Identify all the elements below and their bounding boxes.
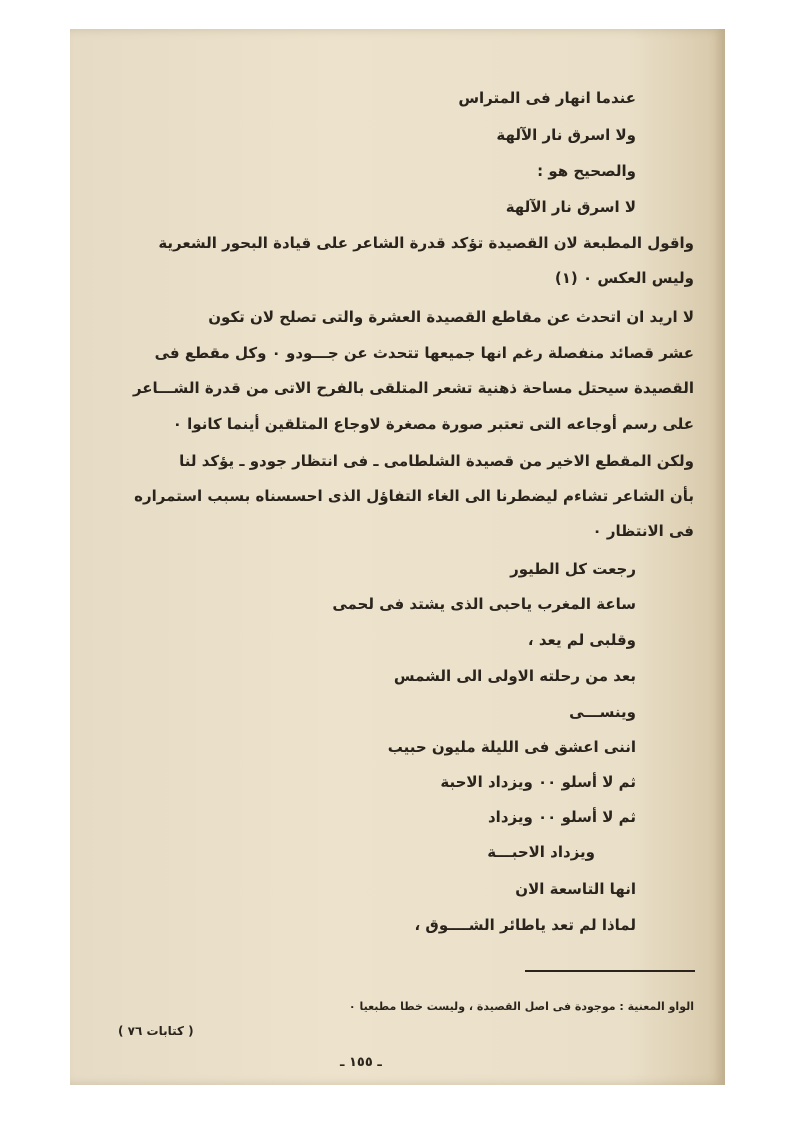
text-line-9: القصيدة سيحتل مساحة ذهنية تشعر المتلقى بالفرح الاتى من قدرة الشـــاعر <box>132 379 694 397</box>
poem-line-6: اننى اعشق فى الليلة مليون حبيب <box>387 738 636 756</box>
text-line-2: ولا اسرق نار الآلهة <box>496 126 636 144</box>
text-line-12: بأن الشاعر تشاءم ليضطرنا الى الغاء التفاؤل الذى احسسناه بسبب استمراره <box>134 487 694 505</box>
text-line-8: عشر قصائد منفصلة رغم انها جميعها تتحدث عن جـــودو ٠ وكل مقطع فى <box>154 344 694 362</box>
text-line-6: وليس العكس ٠ (١) <box>554 269 694 287</box>
text-line-10: على رسم أوجاعه التى تعتبر صورة مصغرة لاوجاع المتلقين أينما كانوا ٠ <box>172 415 694 433</box>
poem-line-9: ويزداد الاحبـــة <box>487 843 595 861</box>
footnote-divider <box>525 970 695 972</box>
text-line-13: فى الانتظار ٠ <box>592 522 694 540</box>
footnote: الواو المعنية : موجودة فى اصل القصيدة ، وليست خطا مطبعيا ٠ <box>348 1000 694 1013</box>
text-line-11: ولكن المقطع الاخير من قصيدة الشلطامى ـ فى انتظار جودو ـ يؤكد لنا <box>179 452 694 470</box>
poem-line-3: وقلبى لم يعد ، <box>527 631 636 649</box>
text-line-1: عندما انهار فى المتراس <box>458 89 636 107</box>
poem-line-8: ثم لا أسلو ٠٠ ويزداد <box>487 808 636 826</box>
poem-line-2: ساعة المغرب ياحبى الذى يشتد فى لحمى <box>332 595 636 613</box>
poem-line-5: وينســـى <box>569 703 636 721</box>
poem-line-10: انها التاسعة الان <box>515 880 636 898</box>
page-number: ـ ١٥٥ ـ <box>340 1055 382 1070</box>
poem-line-4: بعد من رحلته الاولى الى الشمس <box>393 667 636 685</box>
poem-line-7: ثم لا أسلو ٠٠ ويزداد الاحبة <box>440 773 636 791</box>
poem-line-11: لماذا لم تعد ياطائر الشــــوق ، <box>414 916 636 934</box>
text-line-3: والصحيح هو : <box>537 162 636 180</box>
text-line-5: واقول المطبعة لان القصيدة تؤكد قدرة الشاعر على قيادة البحور الشعرية <box>158 234 694 252</box>
poem-line-1: رجعت كل الطيور <box>510 560 636 578</box>
text-line-4: لا اسرق نار الآلهة <box>505 198 636 216</box>
source-signature: ( كتابات ٧٦ ) <box>118 1024 194 1038</box>
text-line-7: لا اريد ان اتحدث عن مقاطع القصيدة العشرة والتى تصلح لان تكون <box>208 308 694 326</box>
